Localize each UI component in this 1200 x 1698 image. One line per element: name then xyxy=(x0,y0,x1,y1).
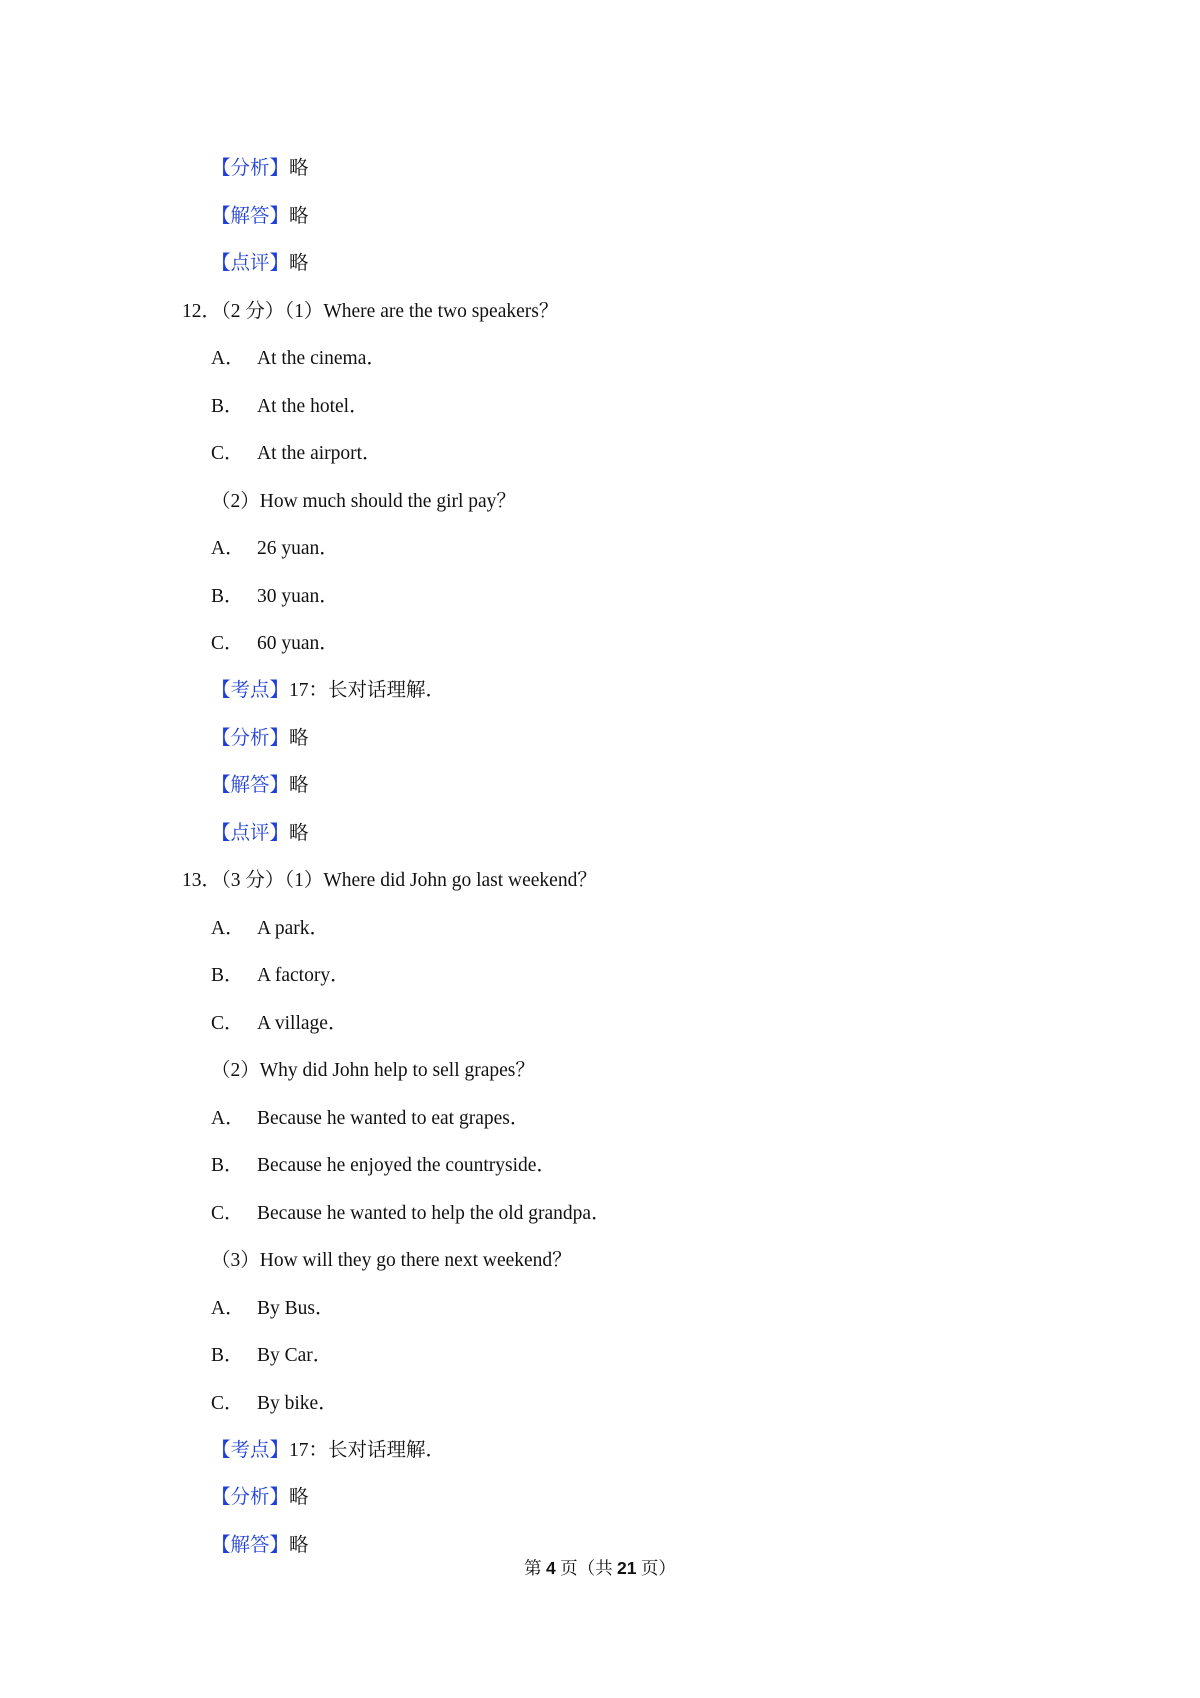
option-text: At the cinema． xyxy=(257,348,386,369)
solution-tag: 【解答】 xyxy=(211,1535,290,1556)
solution-tag: 【解答】 xyxy=(211,206,290,227)
q11-comment xyxy=(211,251,309,277)
q12-sub2: （2）How much should the girl pay？ xyxy=(211,491,516,512)
q12-analysis xyxy=(211,726,309,752)
option-letter: B． xyxy=(211,586,244,607)
q13-sub2: （2）Why did John help to sell grapes？ xyxy=(211,1060,535,1081)
option-text: A village． xyxy=(257,1013,348,1034)
analysis-text: 略 xyxy=(289,728,309,749)
q13-sub3: （3）How will they go there next weekend？ xyxy=(211,1250,572,1271)
solution-text: 略 xyxy=(289,775,309,796)
analysis-tag: 【分析】 xyxy=(211,158,290,179)
option-letter: C． xyxy=(211,633,244,654)
q13-analysis xyxy=(211,1485,309,1511)
analysis-tag: 【分析】 xyxy=(211,728,290,749)
point-tag: 【考点】 xyxy=(211,680,290,701)
option-letter: A． xyxy=(211,918,245,939)
footer-prefix: 第 xyxy=(524,1558,547,1578)
solution-text: 略 xyxy=(289,206,309,227)
q13-sub2-option-c xyxy=(211,1201,611,1227)
q13-sub3-option-c xyxy=(211,1391,338,1417)
footer-middle: 页（共 xyxy=(555,1558,617,1578)
q12-sub2-option-c xyxy=(211,631,339,657)
option-text: Because he wanted to help the old grandpa． xyxy=(257,1203,611,1224)
option-letter: B． xyxy=(211,1155,244,1176)
comment-tag: 【点评】 xyxy=(211,823,290,844)
option-letter: C． xyxy=(211,1393,244,1414)
option-letter: A． xyxy=(211,538,245,559)
point-text: 17：长对话理解． xyxy=(289,680,446,701)
analysis-text: 略 xyxy=(289,158,309,179)
option-text: 60 yuan． xyxy=(257,633,339,654)
q12-option-c xyxy=(211,441,382,467)
q13-point xyxy=(211,1438,445,1464)
comment-text: 略 xyxy=(289,253,309,274)
option-text: A park． xyxy=(257,918,330,939)
option-text: At the hotel． xyxy=(257,396,369,417)
point-text: 17：长对话理解． xyxy=(289,1440,446,1461)
solution-tag: 【解答】 xyxy=(211,775,290,796)
option-letter: B． xyxy=(211,396,244,417)
q11-solution xyxy=(211,204,309,230)
q13-header: 13．（3 分）（1）Where did John go last weekend？ xyxy=(182,870,597,891)
option-letter: C． xyxy=(211,1203,244,1224)
comment-tag: 【点评】 xyxy=(211,253,290,274)
option-text: Because he enjoyed the countryside． xyxy=(257,1155,556,1176)
option-letter: A． xyxy=(211,1108,245,1129)
q12-option-b xyxy=(211,394,369,420)
q12-option-a xyxy=(211,346,386,372)
q12-solution xyxy=(211,773,309,799)
q13-option-a xyxy=(211,916,329,942)
analysis-text: 略 xyxy=(289,1487,309,1508)
analysis-tag: 【分析】 xyxy=(211,1487,290,1508)
option-text: 26 yuan． xyxy=(257,538,339,559)
option-letter: A． xyxy=(211,1298,245,1319)
point-tag: 【考点】 xyxy=(211,1440,290,1461)
q13-sub2-option-b xyxy=(211,1153,556,1179)
q12-sub2-option-a xyxy=(211,536,339,562)
option-letter: B． xyxy=(211,1345,244,1366)
option-text: By Car． xyxy=(257,1345,333,1366)
option-letter: A． xyxy=(211,348,245,369)
total-pages: 21 xyxy=(617,1558,637,1578)
page-number: 4 xyxy=(546,1558,556,1578)
q12-point xyxy=(211,678,445,704)
footer-suffix: 页） xyxy=(636,1558,676,1578)
q11-analysis xyxy=(211,156,309,182)
option-letter: C． xyxy=(211,443,244,464)
q13-sub3-option-a xyxy=(211,1296,334,1322)
q13-sub2-option-a xyxy=(211,1106,529,1132)
comment-text: 略 xyxy=(289,823,309,844)
option-letter: C． xyxy=(211,1013,244,1034)
option-text: By bike． xyxy=(257,1393,338,1414)
option-text: Because he wanted to eat grapes． xyxy=(257,1108,530,1129)
option-text: A factory． xyxy=(257,965,350,986)
option-letter: B． xyxy=(211,965,244,986)
solution-text: 略 xyxy=(289,1535,309,1556)
page-footer xyxy=(0,1556,1200,1580)
option-text: At the airport． xyxy=(257,443,382,464)
q12-sub2-option-b xyxy=(211,584,339,610)
q13-sub3-option-b xyxy=(211,1343,332,1369)
q13-option-b xyxy=(211,963,350,989)
q12-header: 12．（2 分）（1）Where are the two speakers？ xyxy=(182,301,559,322)
option-text: By Bus． xyxy=(257,1298,335,1319)
option-text: 30 yuan． xyxy=(257,586,339,607)
q12-comment xyxy=(211,821,309,847)
q13-option-c xyxy=(211,1011,347,1037)
